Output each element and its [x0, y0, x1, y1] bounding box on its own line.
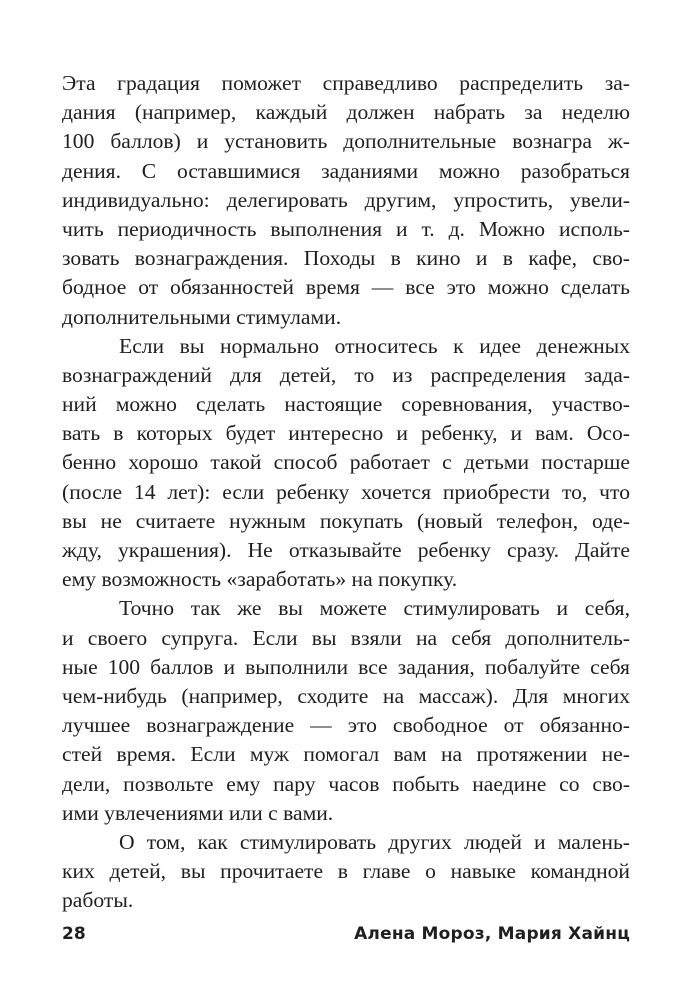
- body-text: [62, 69, 630, 915]
- text-line: ний можно сделать настоящие соревнования, участво-: [62, 392, 630, 417]
- text-line: Если вы нормально относитесь к идее денежных: [119, 333, 630, 358]
- running-footer-authors: Алена Мороз, Мария Хайнц: [354, 924, 630, 944]
- text-line: и своего супруга. Если вы взяли на себя дополнитель-: [62, 625, 630, 650]
- text-line: вать в которых будет интересно и ребенку, и вам. Осо-: [62, 421, 630, 446]
- text-line: ких детей, вы прочитаете в главе о навыке командной: [62, 859, 630, 884]
- text-line: зовать вознаграждения. Походы в кино и в кафе, сво-: [62, 246, 630, 271]
- text-line: дения. С оставшимися заданиями можно разобраться: [62, 158, 630, 183]
- text-line: бенно хорошо такой способ работает с детьми постарше: [62, 450, 630, 475]
- text-line: чить периодичность выполнения и т. д. Можно исполь-: [62, 216, 630, 241]
- page-footer: [62, 921, 630, 947]
- text-line: чем-нибудь (например, сходите на массаж). Для многих: [62, 683, 630, 708]
- paragraph-3: [62, 594, 630, 828]
- page-number: 28: [62, 924, 86, 944]
- text-line: вы не считаете нужным покупать (новый телефон, оде-: [62, 508, 630, 533]
- text-line: ему возможность «заработать» на покупку.: [62, 567, 458, 592]
- paragraph-4: [62, 828, 630, 916]
- text-line: индивидуально: делегировать другим, упростить, увели-: [62, 187, 630, 212]
- text-line: ими увлечениями или с вами.: [62, 800, 334, 825]
- text-line: бодное от обязанностей время — все это можно сделать: [62, 275, 630, 300]
- text-line: жду, украшения). Не отказывайте ребенку сразу. Дайте: [62, 538, 630, 562]
- text-line: 100 баллов) и установить дополнительные вознагра ж-: [62, 129, 630, 154]
- text-line: стей время. Если муж помогал вам на протяжении не-: [62, 742, 630, 767]
- text-line: дополнительными стимулами.: [62, 304, 342, 329]
- text-line: ные 100 баллов и выполнили все задания, побалуйте себя: [62, 654, 630, 679]
- text-line: Точно так же вы можете стимулировать и себя,: [119, 596, 630, 621]
- text-line: вознаграждений для детей, то из распределения зада-: [62, 362, 630, 387]
- text-line: дели, позвольте ему пару часов побыть наедине со сво-: [62, 771, 630, 796]
- text-line: О том, как стимулировать других людей и малень-: [119, 829, 630, 854]
- text-line: лучшее вознаграждение — это свободное от обязанно-: [62, 713, 630, 738]
- paragraph-2: [62, 332, 630, 595]
- text-line: дания (например, каждый должен набрать за неделю: [62, 100, 630, 125]
- text-line: работы.: [62, 888, 134, 913]
- paragraph-1: [62, 69, 630, 332]
- text-line: (после 14 лет): если ребенку хочется приобрести то, что: [62, 479, 630, 504]
- text-line: Эта градация поможет справедливо распределить за-: [62, 71, 630, 95]
